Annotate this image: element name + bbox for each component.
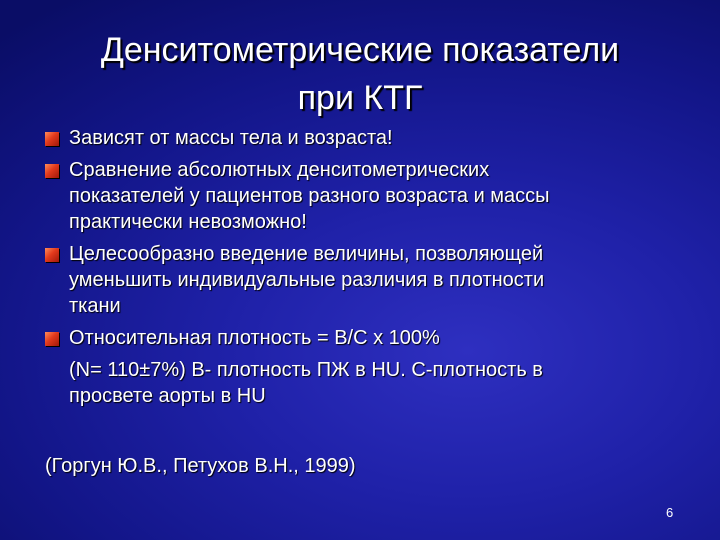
slide-title — [20, 26, 700, 122]
bullet-text-line: Сравнение абсолютных денситометрических — [69, 159, 490, 181]
red-square-bullet-icon — [45, 332, 59, 346]
bullet-list — [45, 125, 695, 409]
explanation-text-line: просвете аорты в HU — [69, 385, 266, 407]
bullet-text-line: Целесообразно введение величины, позволяющей — [69, 243, 544, 265]
explanation-text-line: (N= 110±7%) В- плотность ПЖ в HU. С-плотность в — [69, 359, 543, 381]
slide-title-line-2: при КТГ — [297, 79, 423, 117]
relative-density-explanation — [45, 357, 695, 409]
page-number: 6 — [666, 505, 674, 520]
bullet-item-value-introduction — [45, 241, 695, 319]
bullet-item-comparison — [45, 157, 695, 235]
red-square-bullet-icon — [45, 132, 59, 146]
bullet-text-line: практически невозможно! — [69, 211, 307, 233]
red-square-bullet-icon — [45, 248, 59, 262]
bullet-text-line: Относительная плотность = В/С х 100% — [69, 327, 440, 349]
bullet-item-mass-age — [45, 125, 695, 151]
red-square-bullet-icon — [45, 164, 59, 178]
bullet-text-line: Зависят от массы тела и возраста! — [69, 127, 393, 149]
bullet-text-line: уменьшить индивидуальные различия в плотности — [69, 269, 545, 291]
bullet-item-relative-density — [45, 325, 695, 351]
slide-title-line-1: Денситометрические показатели — [100, 31, 620, 69]
bullet-text-line: показателей у пациентов разного возраста и массы — [69, 185, 550, 207]
citation: (Горгун Ю.В., Петухов В.Н., 1999) — [45, 455, 356, 477]
bullet-text-line: ткани — [69, 295, 121, 317]
